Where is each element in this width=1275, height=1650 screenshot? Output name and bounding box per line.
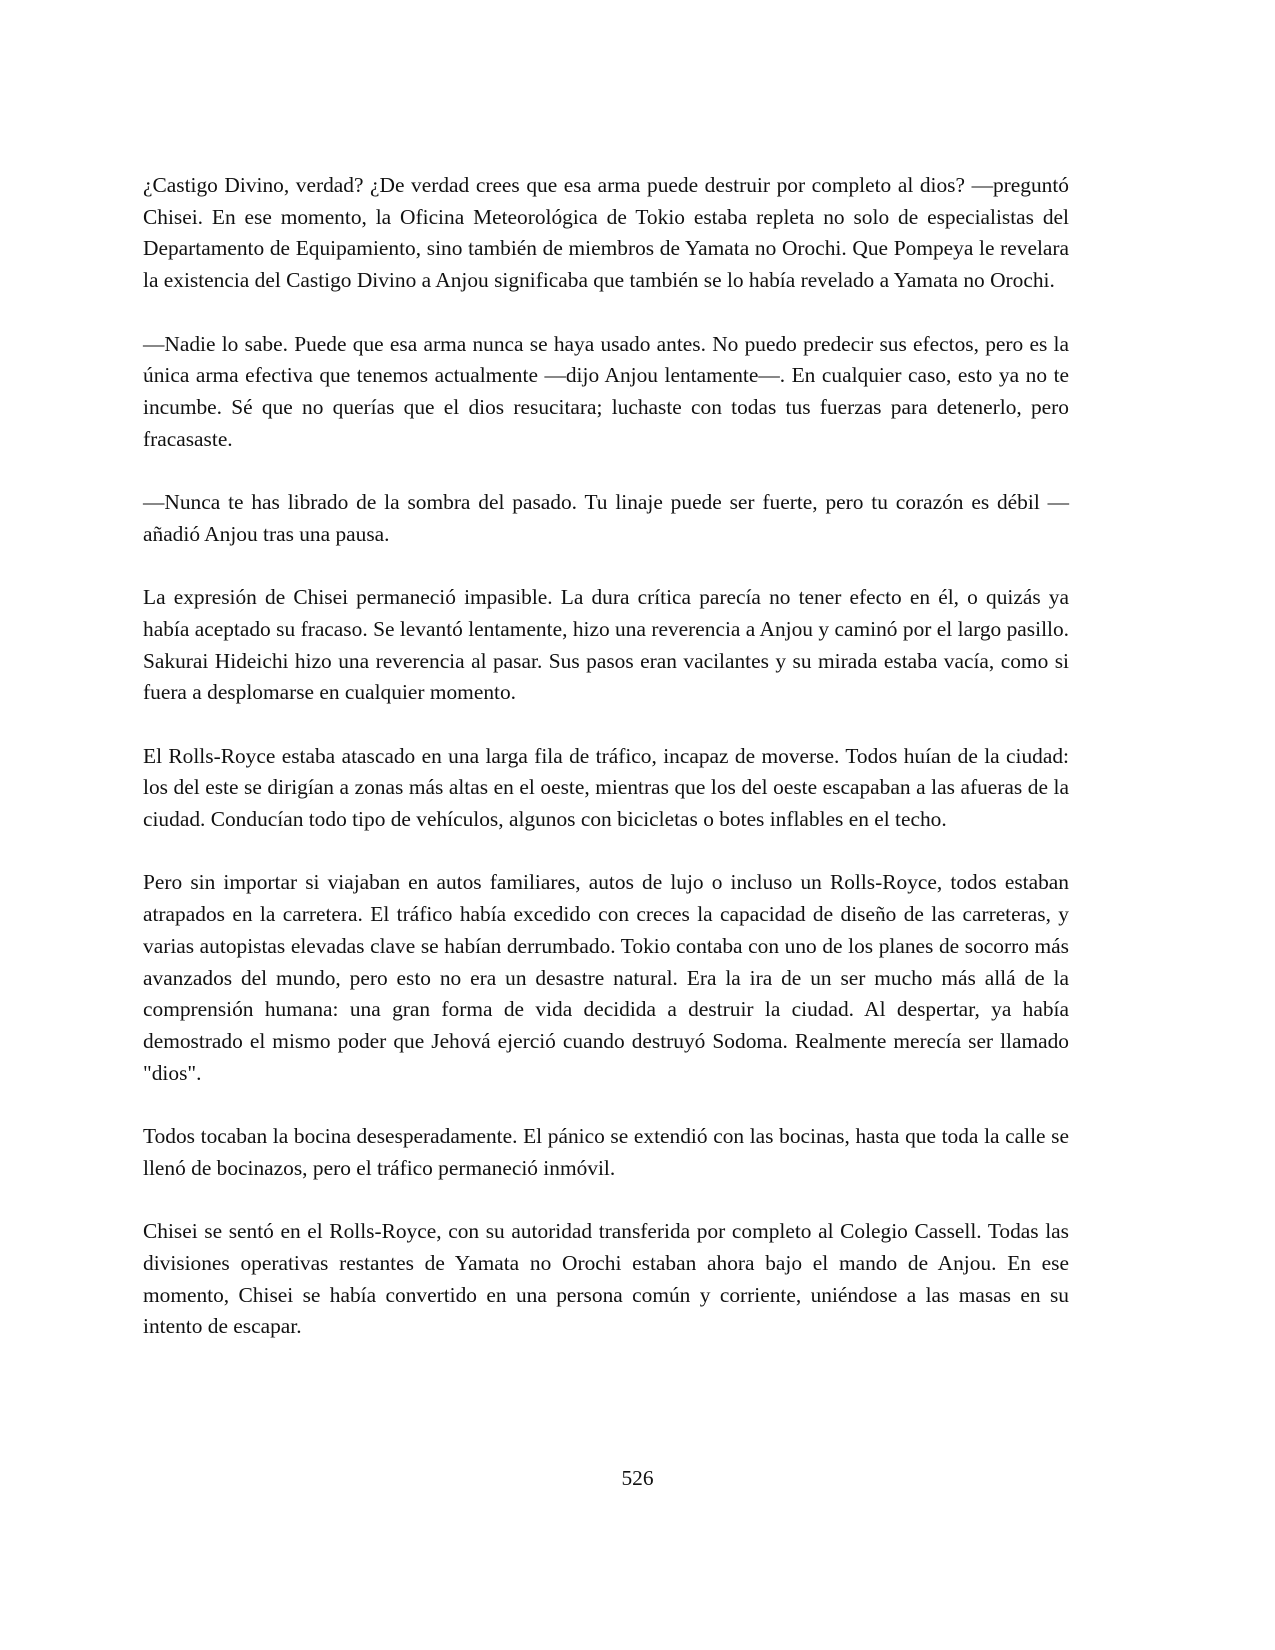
paragraph: —Nadie lo sabe. Puede que esa arma nunca se haya usado antes. No puedo predecir sus efectos, pero es la única arma efectiva que tenemos actualmente —dijo Anjou lentamente—. En cualquier caso, esto ya no te incumbe. Sé que no querías que el dios resucitara; luchaste con todas tus fuerzas para detenerlo, pero fracasaste. xyxy=(143,331,1069,451)
page-number: 526 xyxy=(621,1466,654,1490)
paragraph: Chisei se sentó en el Rolls-Royce, con su autoridad transferida por completo al Colegio Cassell. Todas las divisiones operativas restantes de Yamata no Orochi estaban ahora bajo el mando de Anjou. En ese momento, Chisei se había convertido en una persona común y corriente, uniéndose a las masas en su intento de escapar. xyxy=(143,1219,1069,1339)
paragraph: La expresión de Chisei permaneció impasible. La dura crítica parecía no tener efecto en él, o quizás ya había aceptado su fracaso. Se levantó lentamente, hizo una reverencia a Anjou y caminó por el largo pasillo. Sakurai Hideichi hizo una reverencia al pasar. Sus pasos eran vacilantes y su mirada estaba vacía, como si fuera a desplomarse en cualquier momento. xyxy=(143,585,1069,705)
paragraph: El Rolls-Royce estaba atascado en una larga fila de tráfico, incapaz de moverse. Todos huían de la ciudad: los del este se dirigían a zonas más altas en el oeste, mientras que los del oeste escapaban a las afueras de la ciudad. Conducían todo tipo de vehículos, algunos con bicicletas o botes inflables en el techo. xyxy=(143,743,1069,831)
paragraph: ¿Castigo Divino, verdad? ¿De verdad crees que esa arma puede destruir por completo al dios? —preguntó Chisei. En ese momento, la Oficina Meteorológica de Tokio estaba repleta no solo de especialistas del Departamento de Equipamiento, sino también de miembros de Yamata no Orochi. Que Pompeya le revelara la existencia del Castigo Divino a Anjou significaba que también se lo había revelado a Yamata no Orochi. xyxy=(143,173,1069,293)
paragraph: Pero sin importar si viajaban en autos familiares, autos de lujo o incluso un Rolls-Royce, todos estaban atrapados en la carretera. El tráfico había excedido con creces la capacidad de diseño de las carreteras, y varias autopistas elevadas clave se habían derrumbado. Tokio contaba con uno de los planes de socorro más avanzados del mundo, pero esto no era un desastre natural. Era la ira de un ser mucho más allá de la comprensión humana: una gran forma de vida decidida a destruir la ciudad. Al despertar, ya había demostrado el mismo poder que Jehová ejerció cuando destruyó Sodoma. Realmente merecía ser llamado "dios". xyxy=(143,870,1069,1085)
paragraph: —Nunca te has librado de la sombra del pasado. Tu linaje puede ser fuerte, pero tu corazón es débil —añadió Anjou tras una pausa. xyxy=(143,490,1069,546)
page-body xyxy=(143,170,1069,1375)
paragraph: Todos tocaban la bocina desesperadamente. El pánico se extendió con las bocinas, hasta que toda la calle se llenó de bocinazos, pero el tráfico permaneció inmóvil. xyxy=(143,1124,1069,1180)
